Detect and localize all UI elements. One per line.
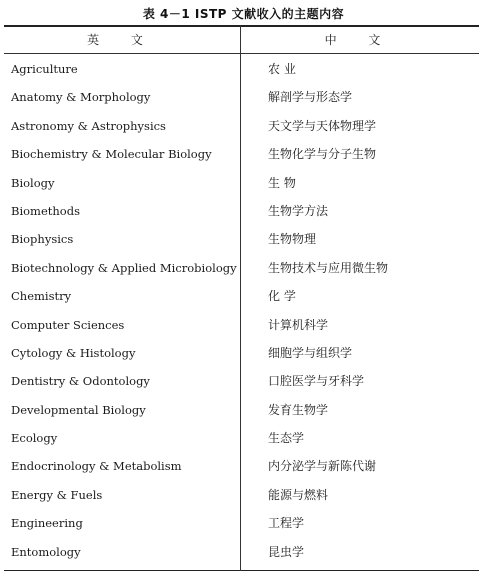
table-row: [4, 83, 479, 111]
cell-english: Biomethods: [11, 203, 80, 218]
table-bottom-rule: [4, 570, 479, 571]
cell-chinese: 工程学: [268, 516, 305, 531]
table-row: [4, 396, 479, 424]
table-row: [4, 481, 479, 509]
header-chinese: 中 文: [324, 33, 395, 47]
cell-chinese: 生物学方法: [268, 203, 329, 218]
table-row: [4, 339, 479, 367]
cell-chinese: 口腔医学与牙科学: [268, 374, 365, 389]
table-row: [4, 282, 479, 310]
cell-english: Astronomy & Astrophysics: [11, 118, 166, 133]
table-header-rule: [4, 53, 479, 54]
cell-chinese: 生 物: [268, 175, 296, 190]
cell-english: Biophysics: [11, 232, 74, 247]
cell-english: Biochemistry & Molecular Biology: [11, 147, 212, 162]
cell-chinese: 内分泌学与新陈代谢: [268, 459, 377, 474]
cell-english: Entomology: [11, 544, 81, 559]
table-caption: 表 4－1 ISTP 文献收入的主题内容: [142, 7, 345, 21]
table-row: [4, 452, 479, 480]
cell-chinese: 生物物理: [268, 232, 317, 247]
cell-english: Biotechnology & Applied Microbiology: [11, 260, 237, 275]
cell-chinese: 生物化学与分子生物: [268, 147, 377, 162]
cell-chinese: 生态学: [268, 431, 305, 446]
table-row: [4, 538, 479, 566]
cell-english: Agriculture: [11, 62, 78, 76]
cell-chinese: 生物技术与应用微生物: [268, 260, 389, 275]
table-header-row: [4, 25, 479, 53]
table-row: [4, 169, 479, 197]
cell-chinese: 计算机科学: [268, 317, 329, 332]
cell-english: Endocrinology & Metabolism: [11, 459, 182, 474]
cell-chinese: 昆虫学: [268, 544, 305, 559]
cell-english: Dentistry & Odontology: [11, 374, 150, 389]
cell-english: Anatomy & Morphology: [11, 90, 151, 105]
table-row: [4, 225, 479, 253]
table-row: [4, 367, 479, 395]
cell-chinese: 化 学: [268, 289, 296, 304]
cell-english: Computer Sciences: [11, 317, 125, 332]
cell-english: Biology: [11, 175, 55, 190]
header-english: 英 文: [87, 33, 157, 47]
cell-english: Developmental Biology: [11, 402, 146, 417]
table-row: [4, 509, 479, 537]
table-row: [4, 311, 479, 339]
cell-english: Energy & Fuels: [11, 487, 103, 502]
table-row: [4, 140, 479, 168]
subject-table: [4, 25, 479, 571]
cell-chinese: 发育生物学: [268, 402, 329, 417]
cell-chinese: 天文学与天体物理学: [268, 118, 377, 133]
cell-chinese: 解剖学与形态学: [268, 90, 353, 105]
table-body: [4, 55, 479, 566]
table-row: [4, 424, 479, 452]
table-row: [4, 254, 479, 282]
cell-chinese: 农 业: [268, 62, 296, 76]
cell-chinese: 细胞学与组织学: [268, 345, 353, 360]
cell-chinese: 能源与燃料: [268, 487, 329, 502]
cell-english: Cytology & Histology: [11, 345, 136, 360]
cell-english: Engineering: [11, 516, 83, 531]
table-row: [4, 55, 479, 83]
cell-english: Ecology: [11, 431, 58, 446]
cell-english: Chemistry: [11, 289, 72, 304]
table-row: [4, 197, 479, 225]
table-row: [4, 112, 479, 140]
